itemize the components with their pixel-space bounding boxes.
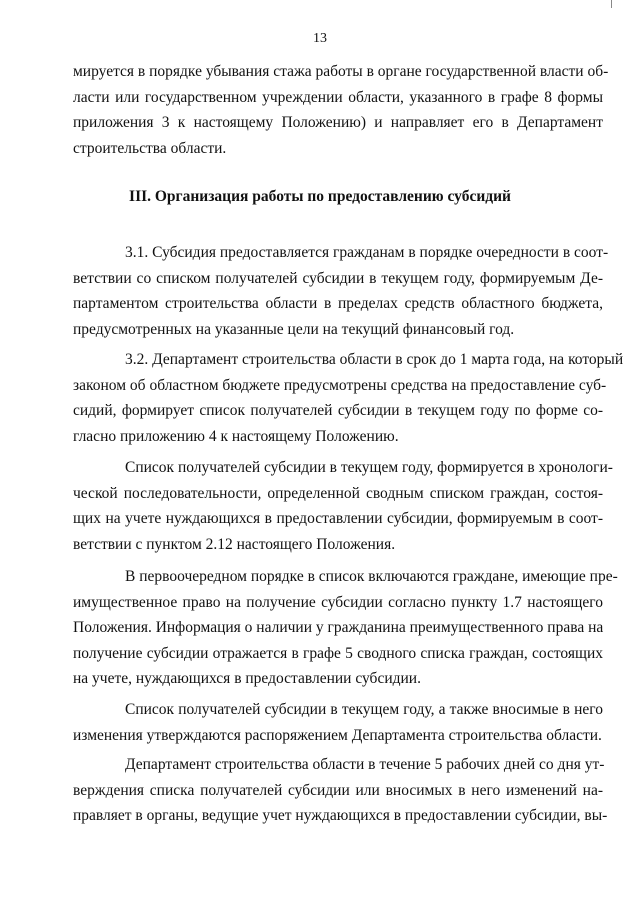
text-line: ческой последовательности, определенной сводным списком граждан, состоя-: [73, 484, 603, 502]
text-line: правляет в органы, ведущие учет нуждающихся в предоставлении субсидии, вы-: [73, 807, 608, 824]
scan-mark: [611, 0, 612, 8]
section-heading: III. Организация работы по предоставлению субсидий: [129, 188, 511, 205]
paragraph-3-2: [73, 347, 624, 449]
text-line: ветствии со списком получателей субсидии в текущем году, формируемым Де-: [73, 269, 603, 287]
paragraph-continuation: [73, 59, 609, 161]
text-line: гласно приложению 4 к настоящему Положению.: [73, 427, 399, 445]
text-line: ветствии с пунктом 2.12 настоящего Положения.: [73, 535, 396, 553]
paragraph-priority: [73, 564, 618, 692]
text-line: получение субсидии отражается в графе 5 сводного списка граждан, состоящих: [73, 644, 603, 662]
text-line: предусмотренных на указанные цели на текущий финансовый год.: [73, 320, 515, 338]
text-line: приложения 3 к настоящему Положению) и направляет его в Департамент: [73, 114, 603, 131]
text-line: изменения утверждаются распоряжением Департамента строительства области.: [73, 726, 602, 744]
paragraph-approval: [73, 697, 603, 748]
text-line: ласти или государственном учреждении области, указанного в графе 8 формы: [73, 88, 603, 106]
paragraph-3-1: [73, 240, 609, 342]
text-line: Список получателей субсидии в текущем году, а также вносимые в него: [125, 701, 603, 718]
text-line: строительства области.: [73, 139, 227, 157]
text-line: щих на учете нуждающихся в предоставлении субсидии, формируемым в соот-: [73, 510, 603, 527]
paragraph-list-formation: [73, 455, 613, 557]
text-line: 3.2. Департамент строительства области в срок до 1 марта года, на который: [125, 351, 624, 368]
text-line: 3.1. Субсидия предоставляется гражданам в порядке очередности в соот-: [125, 244, 609, 261]
text-line: на учете, нуждающихся в предоставлении субсидии.: [73, 670, 421, 687]
text-line: Положения. Информация о наличии у гражданина преимущественного права на: [73, 619, 604, 636]
text-line: Список получателей субсидии в текущем году, формируется в хронологи-: [125, 459, 613, 476]
text-line: сидий, формирует список получателей субсидии в текущем году по форме со-: [73, 402, 603, 419]
text-line: мируется в порядке убывания стажа работы в органе государственной власти об-: [73, 63, 609, 80]
text-line: партаментом строительства области в пределах средств областного бюджета,: [73, 295, 603, 312]
text-line: законом об областном бюджете предусмотрены средства на предоставление суб-: [73, 376, 607, 394]
text-line: Департамент строительства области в течение 5 рабочих дней со дня ут-: [125, 756, 605, 773]
page-number: 13: [313, 31, 327, 46]
paragraph-notification: [73, 752, 608, 829]
text-line: имущественное право на получение субсидии согласно пункту 1.7 настоящего: [73, 593, 603, 611]
text-line: В первоочередном порядке в список включаются граждане, имеющие пре-: [125, 568, 618, 585]
text-line: верждения списка получателей субсидии или вносимых в него изменений на-: [73, 781, 603, 799]
